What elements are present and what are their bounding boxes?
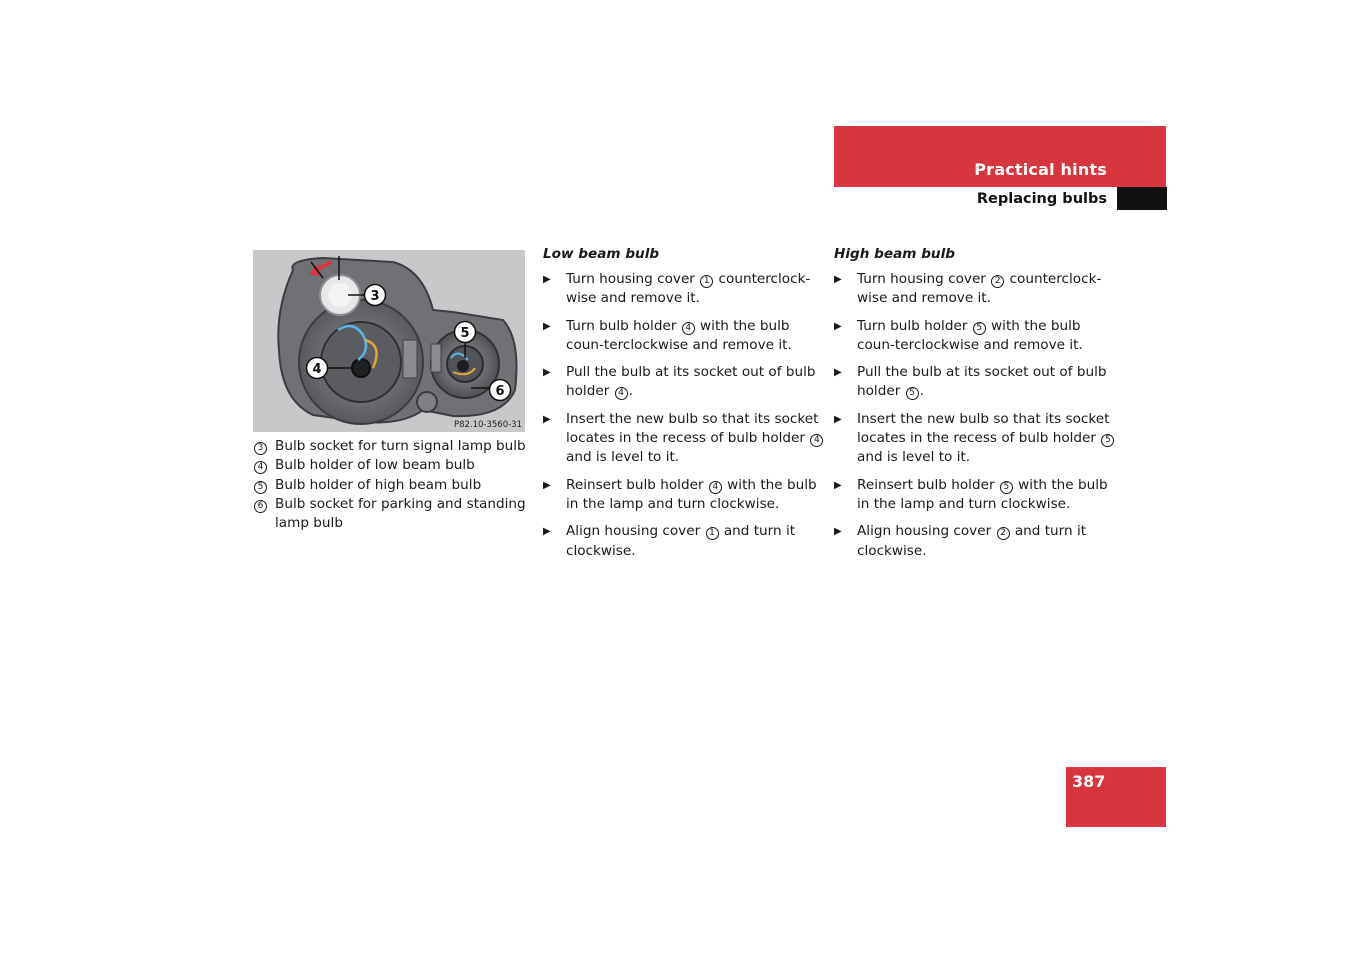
step-text: Turn bulb holder 5 with the bulb coun-terclockwise and remove it. — [857, 317, 1083, 353]
legend-number: 4 — [254, 461, 267, 474]
legend-item — [253, 437, 528, 456]
legend-number: 5 — [254, 481, 267, 494]
legend-text: Bulb socket for parking and standing lamp bulb — [275, 495, 526, 532]
bullet-arrow-icon: ▶ — [543, 413, 551, 425]
step-text: Turn housing cover 1 counterclock-wise and remove it. — [566, 271, 811, 307]
bullet-arrow-icon: ▶ — [543, 274, 551, 285]
ref-number: 5 — [1101, 434, 1114, 447]
figure-callout-6: 6 — [495, 384, 505, 399]
step-text: Pull the bulb at its socket out of bulb holder 5 . — [857, 364, 1107, 400]
instruction-step — [543, 522, 825, 561]
section-tab-marker — [1117, 187, 1167, 210]
instruction-step — [834, 363, 1116, 402]
ref-number: 4 — [810, 434, 823, 447]
low-beam-heading: Low beam bulb — [543, 246, 660, 262]
high-beam-instructions — [834, 246, 1116, 569]
ref-number: 1 — [706, 527, 719, 540]
instruction-step — [543, 317, 825, 356]
figure-code: P82.10-3560-31 — [453, 420, 522, 430]
ref-number: 4 — [615, 387, 628, 400]
ref-number: 5 — [1000, 481, 1013, 494]
instruction-step — [834, 476, 1116, 515]
instruction-step — [834, 410, 1116, 468]
legend-text: Bulb holder of high beam bulb — [275, 476, 482, 493]
ref-number: 1 — [700, 275, 713, 288]
bullet-arrow-icon: ▶ — [543, 526, 551, 538]
page-number-box — [1066, 767, 1166, 827]
bullet-arrow-icon: ▶ — [834, 526, 842, 538]
high-beam-heading: High beam bulb — [834, 246, 955, 262]
bullet-arrow-icon: ▶ — [543, 479, 551, 491]
ref-number: 4 — [709, 481, 722, 494]
bullet-arrow-icon: ▶ — [834, 274, 842, 285]
legend-number: 3 — [254, 442, 267, 455]
bullet-arrow-icon: ▶ — [834, 367, 842, 379]
step-text: Pull the bulb at its socket out of bulb holder 4 . — [566, 364, 816, 400]
instruction-step — [543, 363, 825, 402]
ref-number: 5 — [973, 322, 986, 335]
step-text: Reinsert bulb holder 4 with the bulb in the lamp and turn clockwise. — [566, 476, 817, 512]
ref-number: 2 — [991, 275, 1004, 288]
legend-item — [253, 495, 528, 534]
instruction-step — [834, 317, 1116, 356]
instruction-step — [834, 270, 1116, 309]
legend-number: 6 — [254, 500, 267, 513]
page-number: 387 — [1072, 772, 1106, 791]
bullet-arrow-icon: ▶ — [834, 320, 842, 332]
step-text: Align housing cover 1 and turn it clockwise. — [566, 523, 796, 559]
bullet-arrow-icon: ▶ — [834, 413, 842, 425]
figure-callout-5: 5 — [460, 326, 470, 341]
instruction-step — [543, 410, 825, 468]
ref-number: 2 — [997, 527, 1010, 540]
legend-text: Bulb holder of low beam bulb — [275, 457, 475, 474]
legend-item — [253, 476, 528, 495]
figure-callout-4: 4 — [312, 362, 322, 377]
legend-item — [253, 456, 528, 475]
section-title: Practical hints — [974, 160, 1107, 179]
instruction-step — [543, 476, 825, 515]
instruction-step — [834, 522, 1116, 561]
instruction-step — [543, 270, 825, 309]
bullet-arrow-icon: ▶ — [834, 479, 842, 491]
figure-legend — [253, 437, 528, 533]
step-text: Turn bulb holder 4 with the bulb coun-terclockwise and remove it. — [566, 317, 792, 353]
step-text: Align housing cover 2 and turn it clockwise. — [857, 523, 1087, 559]
low-beam-instructions — [543, 246, 825, 569]
ref-number: 5 — [906, 387, 919, 400]
figure-callout-3: 3 — [370, 289, 380, 304]
headlamp-illustration — [253, 250, 525, 432]
step-text: Insert the new bulb so that its socket locates in the recess of bulb holder 4 and is level to it. — [566, 410, 825, 468]
legend-text: Bulb socket for turn signal lamp bulb — [275, 438, 526, 454]
ref-number: 4 — [682, 322, 695, 335]
step-text: Insert the new bulb so that its socket locates in the recess of bulb holder 5 and is level to it. — [857, 410, 1116, 468]
step-text: Reinsert bulb holder 5 with the bulb in the lamp and turn clockwise. — [857, 476, 1108, 512]
bullet-arrow-icon: ▶ — [543, 367, 551, 379]
bullet-arrow-icon: ▶ — [543, 320, 551, 332]
headlamp-figure — [253, 250, 525, 432]
subsection-title: Replacing bulbs — [976, 191, 1107, 207]
step-text: Turn housing cover 2 counterclock-wise and remove it. — [857, 271, 1102, 307]
